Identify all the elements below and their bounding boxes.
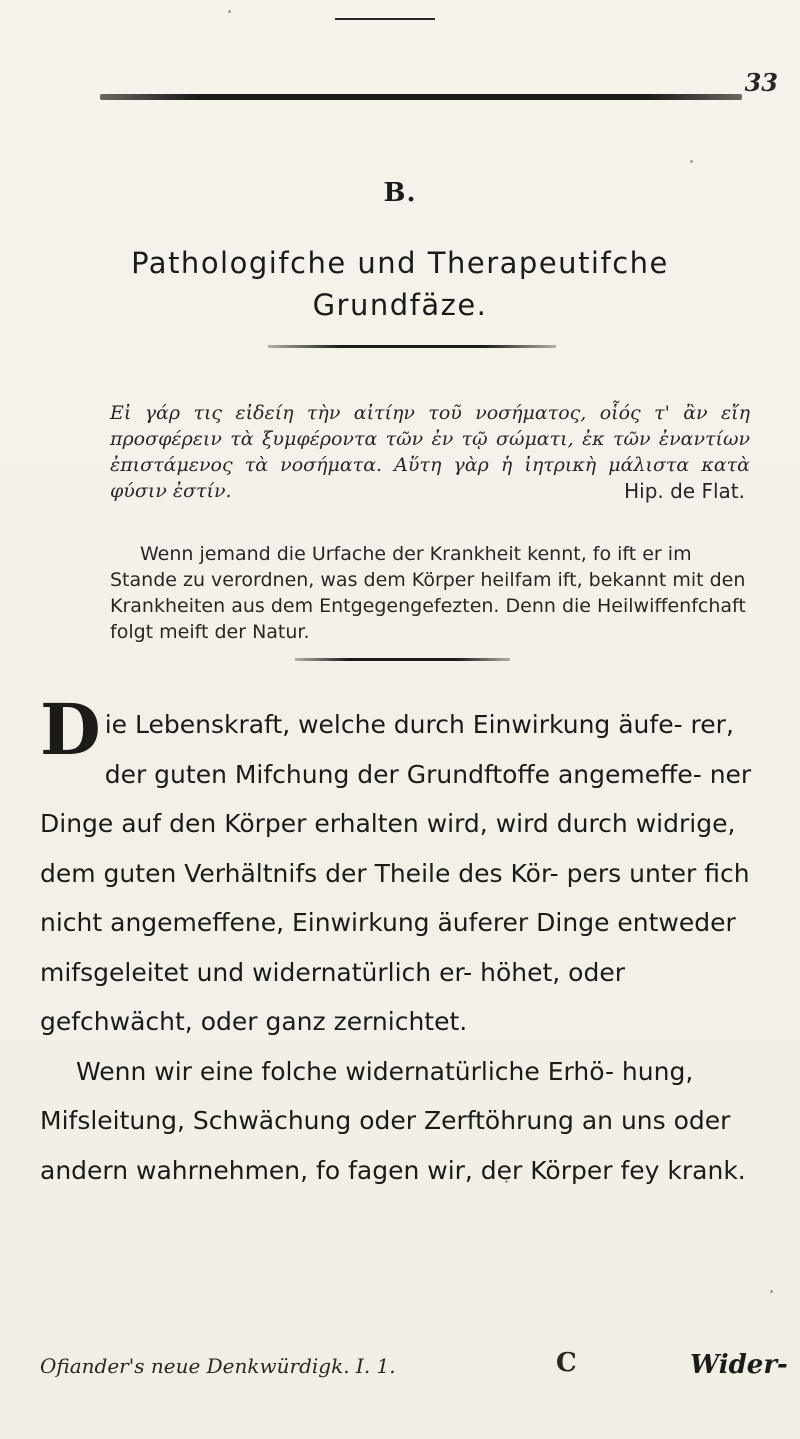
page-number: 33 xyxy=(744,68,778,97)
section-letter: B. xyxy=(383,178,417,208)
printer-signature: Ofiander's neue Denkwürdigk. I. 1. xyxy=(40,1354,396,1378)
paper-speck xyxy=(690,160,693,163)
top-thin-rule xyxy=(335,18,435,20)
paragraph-1 xyxy=(40,688,762,1047)
epigraph-translation xyxy=(110,541,750,645)
catchword: Wider- xyxy=(690,1350,788,1380)
greek-epigraph: Εἰ γάρ τις εἰδείη τὴν αἰτίην τοῦ νοσήματος, οἷός τ' ἂν εἴη προσφέρειν τὰ ξυμφέροντα τῶν ἐν τῷ σώματι, ἐκ τῶν ἐναντίων ἐπιστάμενος τὰ νοσήματα. Αὕτη γὰρ ἡ ἰητρικὴ μάλιστα κατὰ φύσιν ἐστίν. xyxy=(110,402,750,502)
paper-speck xyxy=(770,1290,773,1293)
paper-speck xyxy=(505,1180,508,1183)
paragraph-2: Wenn wir eine folche widernatürliche Erhö- hung, Mifsleitung, Schwächung oder Zerftöhrung an uns oder andern wahrnehmen, fo fagen wir, der Körper fey krank. xyxy=(40,1056,746,1185)
chapter-title-line-2: Grundfäze. xyxy=(312,288,488,322)
title-divider xyxy=(268,345,556,348)
epigraph-divider xyxy=(295,658,510,661)
signature-mark: C xyxy=(556,1348,577,1378)
header-rule xyxy=(100,94,742,100)
paragraph-1-text: ie Lebenskraft, welche durch Einwirkung äufe- rer, der guten Mifchung der Grundftoffe angemeffe- ner Dinge auf den Körper erhalten wird, wird durch widrige, dem guten Verhältnifs der Theile des Kör- pers unter fich nicht angemeffene, Einwirkung äuferer Dinge entweder mifsgeleitet und widernatürlich er- höhet, oder gefchwächt, oder ganz zernichtet. xyxy=(40,710,752,1036)
paper-speck xyxy=(228,10,231,13)
translation-text: Wenn jemand die Urfache der Krankheit kennt, fo ift er im Stande zu verordnen, was dem Körper heilfam ift, bekannt mit den Krankheiten aus dem Entgegengefezten. Denn die Heilwiffenfchaft folgt meift der Natur. xyxy=(110,543,746,643)
drop-capital: D xyxy=(40,688,101,771)
epigraph-source: Hip. de Flat. xyxy=(624,479,745,503)
main-text xyxy=(40,688,762,1195)
chapter-title-line-1: Pathologifche und Therapeutifche xyxy=(131,246,669,280)
